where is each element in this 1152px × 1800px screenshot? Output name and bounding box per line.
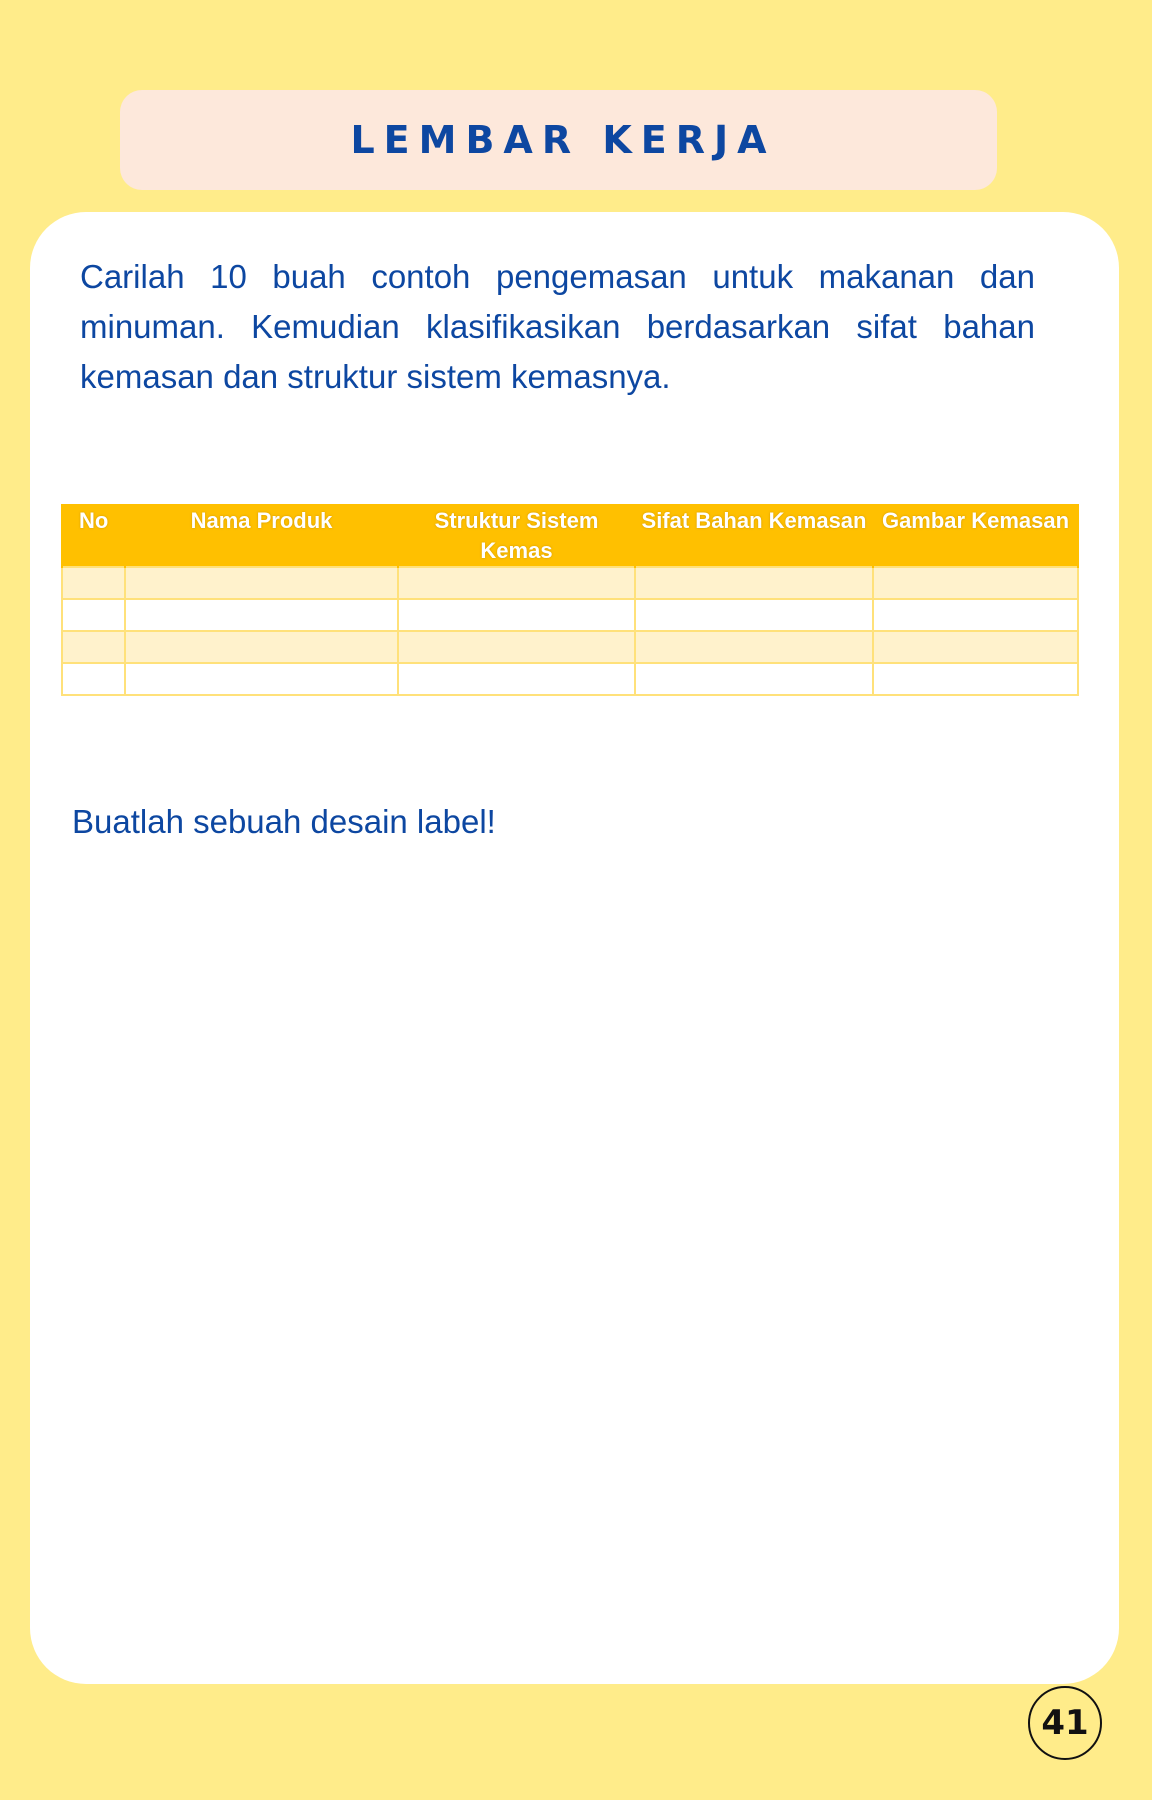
- table-cell[interactable]: [635, 631, 873, 663]
- title-banner: [120, 90, 997, 190]
- table-cell[interactable]: [873, 599, 1078, 631]
- table-cell[interactable]: [125, 663, 398, 695]
- worksheet-table: [61, 504, 1079, 696]
- table-cell[interactable]: [635, 599, 873, 631]
- table-row: [62, 567, 1078, 599]
- table-cell[interactable]: [873, 631, 1078, 663]
- label-design-prompt: Buatlah sebuah desain label!: [72, 803, 496, 840]
- table-cell[interactable]: [398, 567, 635, 599]
- table-row: [62, 599, 1078, 631]
- page-title: LEMBAR KERJA: [350, 118, 776, 162]
- table-row: [62, 663, 1078, 695]
- table-cell[interactable]: [62, 599, 125, 631]
- column-header-gambar-kemasan: Gambar Kemasan: [873, 504, 1078, 567]
- page-number: 41: [1041, 1703, 1089, 1743]
- table-cell[interactable]: [398, 663, 635, 695]
- table-cell[interactable]: [62, 663, 125, 695]
- page-number-badge: [1028, 1686, 1102, 1760]
- table-cell[interactable]: [635, 567, 873, 599]
- table-cell[interactable]: [125, 599, 398, 631]
- instruction-text: Carilah 10 buah contoh pengemasan untuk makanan dan minuman. Kemudian klasifikasikan berdasarkan sifat bahan kemasan dan struktur sistem kemasnya.: [80, 258, 1035, 395]
- column-header-struktur-sistem-kemas: Struktur Sistem Kemas: [398, 504, 635, 567]
- table-header-row: [62, 504, 1078, 567]
- worksheet-card: [30, 212, 1119, 1684]
- column-header-sifat-bahan-kemasan: Sifat Bahan Kemasan: [635, 504, 873, 567]
- table-cell[interactable]: [398, 599, 635, 631]
- table-cell[interactable]: [873, 663, 1078, 695]
- table-cell[interactable]: [62, 631, 125, 663]
- table-cell[interactable]: [398, 631, 635, 663]
- column-header-nama-produk: Nama Produk: [125, 504, 398, 567]
- table-cell[interactable]: [125, 631, 398, 663]
- table-cell[interactable]: [635, 663, 873, 695]
- table-row: [62, 631, 1078, 663]
- table-cell[interactable]: [62, 567, 125, 599]
- table-cell[interactable]: [873, 567, 1078, 599]
- table-cell[interactable]: [125, 567, 398, 599]
- column-header-no: No: [62, 504, 125, 567]
